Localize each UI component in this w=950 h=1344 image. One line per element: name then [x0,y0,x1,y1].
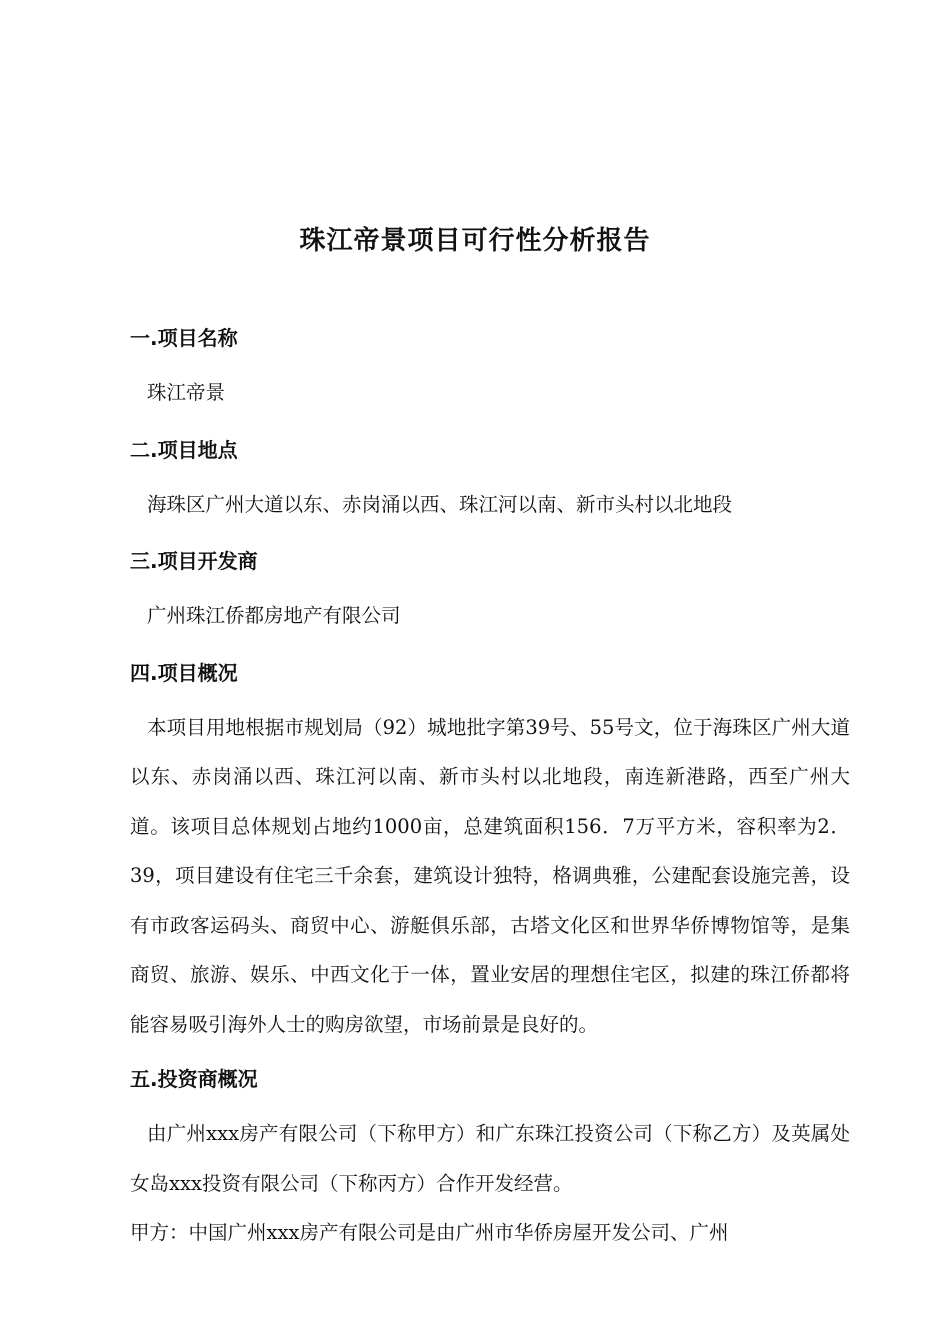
section-text-investor-overview: 由广州xxx房产有限公司（下称甲方）和广东珠江投资公司（下称乙方）及英属处女岛xxx投资有限公司（下称丙方）合作开发经营。 [130,1122,850,1195]
section-text-project-location: 海珠区广州大道以东、赤岗涌以西、珠江河以南、新市头村以北地段 [147,492,733,516]
section-text-project-name: 珠江帝景 [147,381,226,404]
section-text-project-overview: 本项目用地根据市规划局（92）城地批字第39号、55号文，位于海珠区广州大道以东、赤岗涌以西、珠江河以南、新市头村以北地段，南连新港路，西至广州大道。该项目总体规划占地约1000亩，总建筑面积156．7万平方米，容积率为2．39，项目建设有住宅三千余套，建筑设计独特，格调典雅，公建配套设施完善，设有市政客运码头、商贸中心、游艇俱乐部，古塔文化区和世界华侨博物馆等，是集商贸、旅游、娱乐、中西文化于一体，置业安居的理想住宅区，拟建的珠江侨都将能容易吸引海外人士的购房欲望，市场前景是良好的。 [130,715,850,1036]
section-text-party-a: 甲方：中国广州xxx房产有限公司是由广州市华侨房屋开发公司、广州 [130,1221,729,1244]
section-heading-project-overview: 四.项目概况 [130,660,238,685]
section-heading-project-name: 一.项目名称 [130,326,238,350]
section-heading-developer: 三.项目开发商 [130,549,258,573]
section-text-developer: 广州珠江侨都房地产有限公司 [147,604,401,627]
document-body [130,318,850,1268]
section-heading-project-location: 二.项目地点 [130,437,238,462]
section-heading-investor-overview: 五.投资商概况 [130,1067,258,1091]
document-title: 珠江帝景项目可行性分析报告 [299,226,651,256]
